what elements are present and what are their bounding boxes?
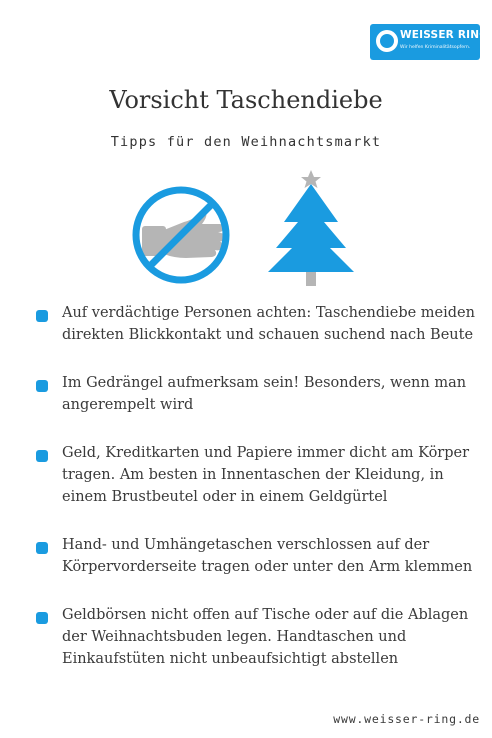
bullet-icon: [36, 542, 48, 554]
bullet-icon: [36, 310, 48, 322]
bullet-icon: [36, 450, 48, 462]
bullet-icon: [36, 612, 48, 624]
tip-item: [36, 302, 476, 346]
tip-item: [36, 372, 476, 416]
tip-text: Geld, Kreditkarten und Papiere immer dicht am Körper tragen. Am besten in Innentaschen der Kleidung, in einem Brustbeutel oder in einem Geldgürtel: [62, 445, 470, 505]
page-subtitle: Tipps für den Weihnachtsmarkt: [110, 134, 382, 150]
tip-text: Geldbörsen nicht offen auf Tische oder auf die Ablagen der Weihnachtsbuden legen. Handtaschen und Einkaufstüten nicht unbeaufsichtigt abstellen: [62, 607, 469, 667]
logo-name: WEISSER RING: [400, 29, 489, 41]
logo-claim: Wir helfen Kriminalitätsopfern.: [400, 45, 471, 50]
tip-item: [36, 534, 476, 578]
no-hand-icon: [126, 180, 236, 290]
bullet-icon: [36, 380, 48, 392]
tip-text: Hand- und Umhängetaschen verschlossen auf der Körpervorderseite tragen oder unter den Arm klemmen: [62, 537, 473, 575]
page-title: Vorsicht Taschendiebe: [109, 86, 383, 114]
weisser-ring-logo: [370, 24, 489, 60]
tip-text: Im Gedrängel aufmerksam sein! Besonders, wenn man angerempelt wird: [62, 375, 467, 413]
tip-item: [36, 442, 476, 508]
website-link[interactable]: www.weisser-ring.de: [333, 712, 480, 726]
ring-icon: [376, 30, 398, 52]
tip-text: Auf verdächtige Personen achten: Taschendiebe meiden direkten Blickkontakt und schauen suchend nach Beute: [62, 305, 475, 343]
tip-item: [36, 604, 476, 670]
tips-list: [36, 302, 476, 670]
christmas-tree-icon: [266, 166, 356, 290]
